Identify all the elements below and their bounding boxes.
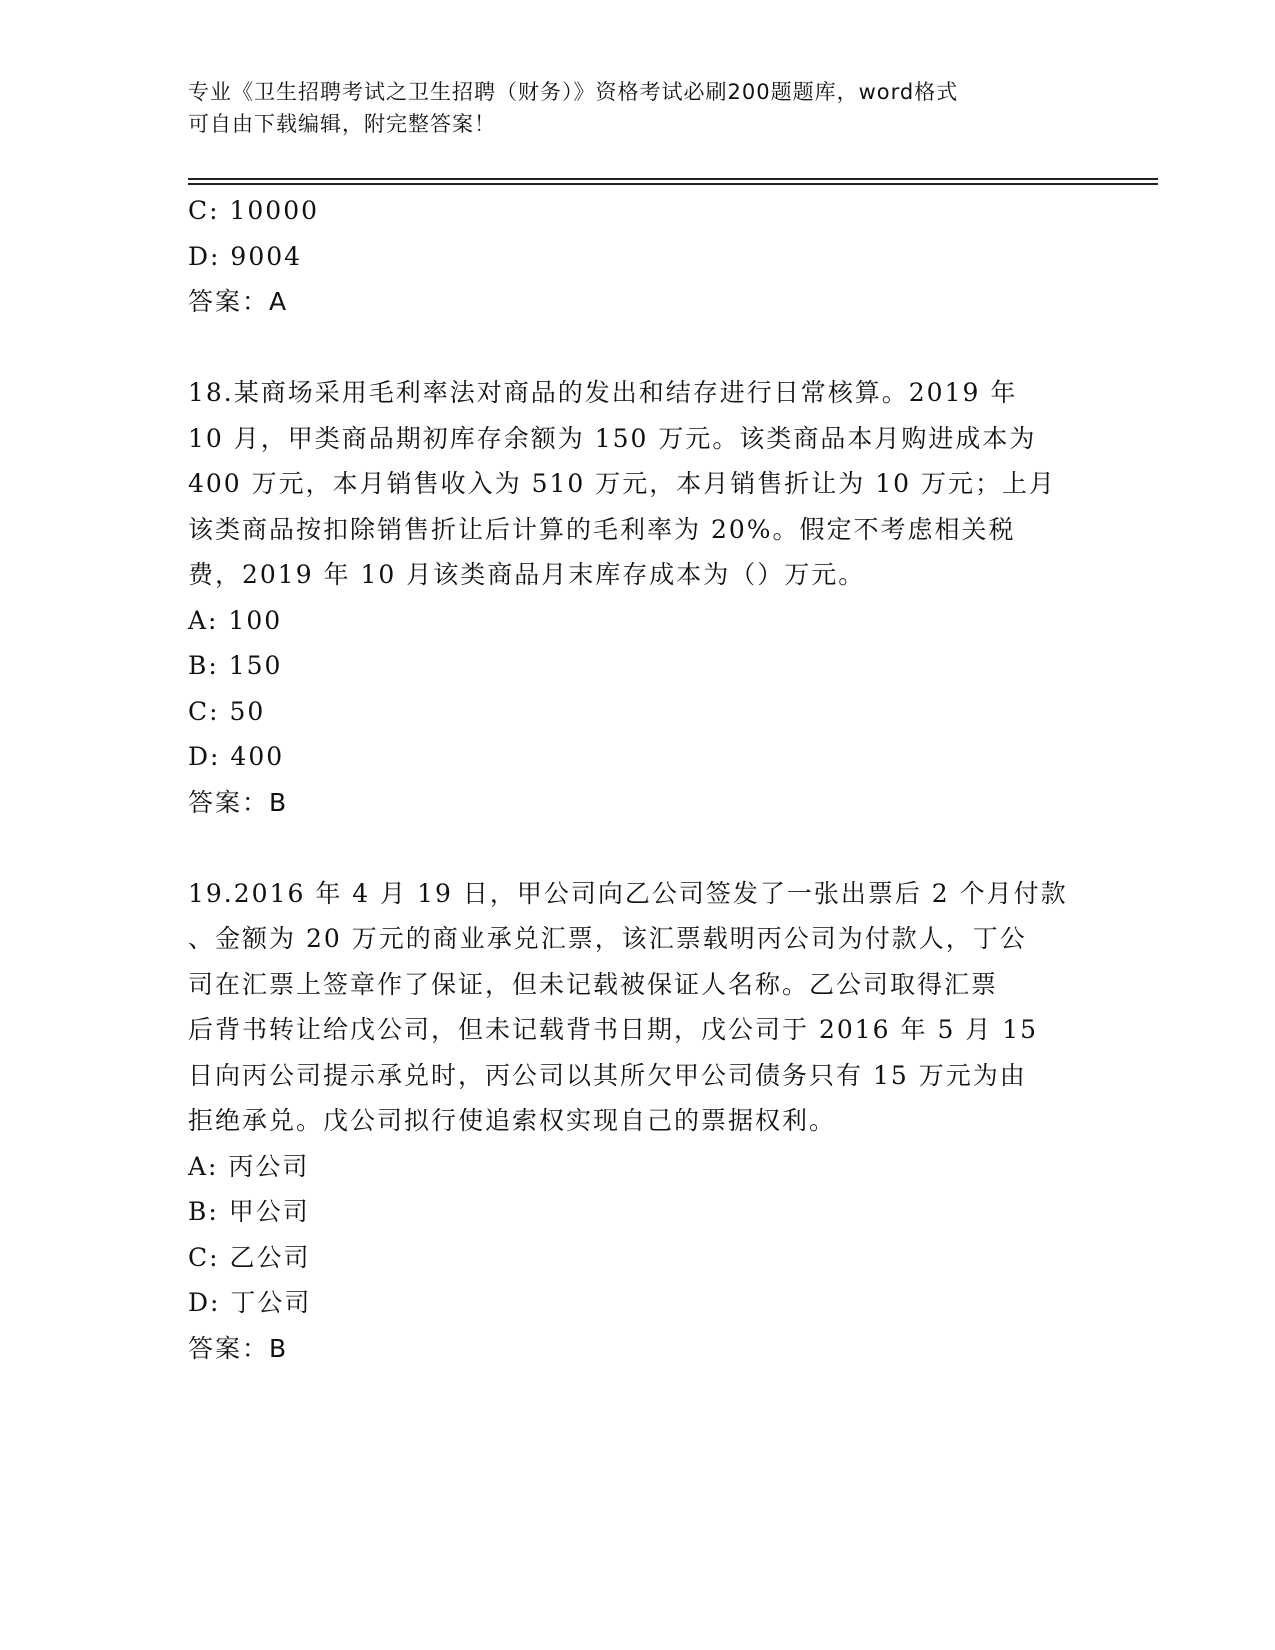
- option-b: B: 甲公司: [188, 1197, 310, 1226]
- option-d: D: 400: [188, 742, 285, 771]
- question-stem: [188, 871, 1088, 1144]
- option-d: D: 丁公司: [188, 1288, 312, 1317]
- stem-line: 、金额为 20 万元的商业承兑汇票，该汇票载明丙公司为付款人，丁公: [188, 924, 1027, 953]
- answer: 答案：B: [188, 787, 289, 817]
- question-18: [188, 370, 1088, 825]
- page-header: [188, 76, 1068, 140]
- stem-line: 10 月，甲类商品期初库存余额为 150 万元。该类商品本月购进成本为: [188, 423, 1037, 453]
- option-c: C: 50: [188, 696, 266, 726]
- option-d: D: 9004: [188, 241, 303, 271]
- option-b: B: 150: [188, 651, 283, 680]
- option-c: C: 10000: [188, 196, 320, 225]
- header-rule-top: [188, 178, 1158, 180]
- stem-line: 拒绝承兑。戊公司拟行使追索权实现自己的票据权利。: [188, 1106, 837, 1135]
- answer: 答案：B: [188, 1333, 289, 1363]
- option-a: A: 丙公司: [188, 1151, 310, 1181]
- prev-question: [188, 188, 1088, 325]
- stem-line: 400 万元，本月销售收入为 510 万元，本月销售折让为 10 万元；上月: [188, 469, 1056, 498]
- option-c: C: 乙公司: [188, 1242, 311, 1272]
- spacer: [188, 325, 1088, 371]
- stem-line: 日向丙公司提示承兑时，丙公司以其所欠甲公司债务只有 15 万元为由: [188, 1060, 1027, 1090]
- question-19: [188, 871, 1088, 1372]
- answer: 答案：A: [188, 287, 289, 316]
- stem-line: 18.某商场采用毛利率法对商品的发出和结存进行日常核算。2019 年: [188, 378, 1018, 407]
- header-line-1: 专业《卫生招聘考试之卫生招聘（财务）》资格考试必刷200题题库，word格式: [188, 80, 959, 104]
- stem-line: 司在汇票上签章作了保证，但未记载被保证人名称。乙公司取得汇票: [188, 969, 999, 999]
- spacer: [188, 825, 1088, 871]
- stem-line: 费，2019 年 10 月该类商品月末库存成本为（）万元。: [188, 560, 866, 589]
- question-stem: [188, 370, 1088, 598]
- stem-line: 该类商品按扣除销售折让后计算的毛利率为 20%。假定不考虑相关税: [188, 514, 1016, 544]
- stem-line: 后背书转让给戊公司，但未记载背书日期，戊公司于 2016 年 5 月 15: [188, 1015, 1039, 1044]
- header-rule-bottom: [188, 183, 1158, 185]
- option-a: A: 100: [188, 605, 283, 635]
- document-body: [188, 188, 1088, 1371]
- header-line-2: 可自由下载编辑，附完整答案！: [188, 112, 496, 136]
- stem-line: 19.2016 年 4 月 19 日，甲公司向乙公司签发了一张出票后 2 个月付款: [188, 878, 1068, 908]
